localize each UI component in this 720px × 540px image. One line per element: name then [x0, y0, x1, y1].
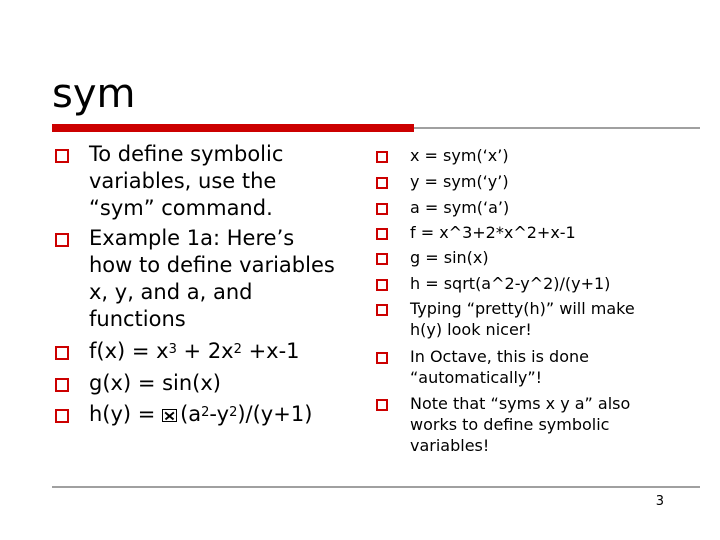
right-item-line: x = sym(‘x’) [410, 146, 509, 165]
formula-h: $h(y) = (a^2-y^2)/(y+1)$ [89, 402, 313, 426]
right-item-line: f = x^3+2*x^2+x-1 [410, 223, 576, 242]
square-bullet-icon [376, 177, 388, 189]
right-item-line: Note that “syms x y a” also [410, 394, 631, 413]
right-item-line: h = sqrt(a^2-y^2)/(y+1) [410, 274, 611, 293]
left-item-line: x, y, and a, and [89, 280, 253, 304]
square-bullet-icon [55, 149, 69, 163]
square-bullet-icon [376, 399, 388, 411]
right-item-line: g = sin(x) [410, 248, 489, 267]
title-accent-bar [52, 124, 414, 132]
square-bullet-icon [55, 346, 69, 360]
right-item-line: Typing “pretty(h)” will make [410, 299, 635, 318]
formula-f: $f(x) = x^3 + 2x^2 +x-1$ [89, 339, 300, 363]
square-bullet-icon [376, 151, 388, 163]
right-item-line: y = sym(‘y’) [410, 172, 509, 191]
square-bullet-icon [376, 304, 388, 316]
square-bullet-icon [376, 203, 388, 215]
right-item-line: In Octave, this is done [410, 347, 589, 366]
right-item-line: variables! [410, 436, 490, 455]
left-item-line: variables, use the [89, 169, 277, 193]
page-number: 3 [655, 494, 664, 509]
right-item-line: works to define symbolic [410, 415, 610, 434]
left-item-line: how to define variables [89, 253, 335, 277]
left-item-line: “sym” command. [89, 196, 273, 220]
footer-divider [52, 486, 700, 488]
square-bullet-icon [376, 228, 388, 240]
slide-title: sym [52, 71, 136, 117]
right-item-line: “automatically”! [410, 368, 543, 387]
square-bullet-icon [376, 279, 388, 291]
left-item-line: To define symbolic [89, 142, 284, 166]
left-item-line: Example 1a: Here’s [89, 226, 295, 250]
square-bullet-icon [376, 352, 388, 364]
square-bullet-icon [55, 409, 69, 423]
missing-glyph-icon [162, 409, 177, 422]
right-item-line: a = sym(‘a’) [410, 198, 510, 217]
title-divider [414, 127, 700, 129]
left-item-line: g(x) = sin(x) [89, 371, 221, 395]
right-item-line: h(y) look nicer! [410, 320, 532, 339]
left-item-line: functions [89, 307, 186, 331]
square-bullet-icon [376, 253, 388, 265]
square-bullet-icon [55, 233, 69, 247]
square-bullet-icon [55, 378, 69, 392]
